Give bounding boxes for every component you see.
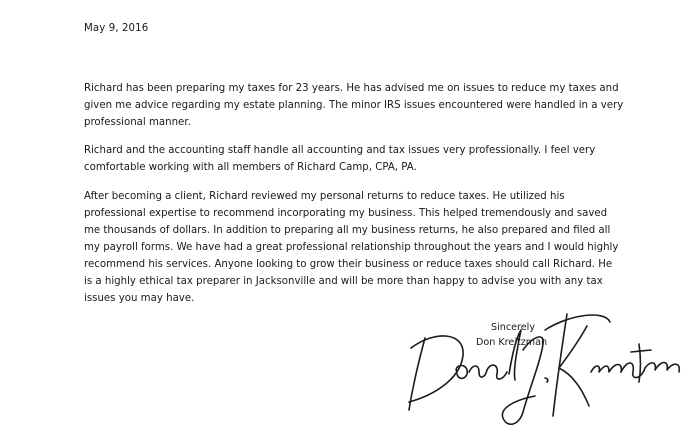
paragraph-line: comfortable working with all members of Richard Camp, CPA, PA. — [84, 162, 417, 173]
paragraph-1 — [84, 80, 674, 131]
closing-salutation: Sincerely — [491, 322, 535, 333]
paragraph-3 — [84, 188, 674, 307]
paragraph-line: is a highly ethical tax preparer in Jacksonville and will be more than happy to advise you with any tax — [84, 276, 603, 287]
paragraph-line: me thousands of dollars. In addition to preparing all my business returns, he also prepared and filed all — [84, 225, 611, 236]
handwritten-signature-icon — [395, 300, 695, 440]
paragraph-line: professional manner. — [84, 117, 191, 128]
letter-date: May 9, 2016 — [84, 23, 149, 34]
paragraph-line: Richard and the accounting staff handle all accounting and tax issues very professionally. I feel very — [84, 145, 596, 156]
paragraph-2 — [84, 142, 674, 176]
signer-name: Don Kreitzman — [476, 337, 548, 348]
paragraph-line: issues you may have. — [84, 293, 195, 304]
paragraph-line: given me advice regarding my estate planning. The minor IRS issues encountered were handled in a very — [84, 100, 624, 111]
paragraph-line: recommend his services. Anyone looking to grow their business or reduce taxes should call Richard. He — [84, 259, 613, 270]
paragraph-line: Richard has been preparing my taxes for 23 years. He has advised me on issues to reduce my taxes and — [84, 83, 619, 94]
paragraph-line: professional expertise to recommend incorporating my business. This helped tremendously and saved — [84, 208, 608, 219]
paragraph-line: my payroll forms. We have had a great professional relationship throughout the years and I would highly — [84, 242, 619, 253]
paragraph-line: After becoming a client, Richard reviewed my personal returns to reduce taxes. He utilized his — [84, 191, 565, 202]
